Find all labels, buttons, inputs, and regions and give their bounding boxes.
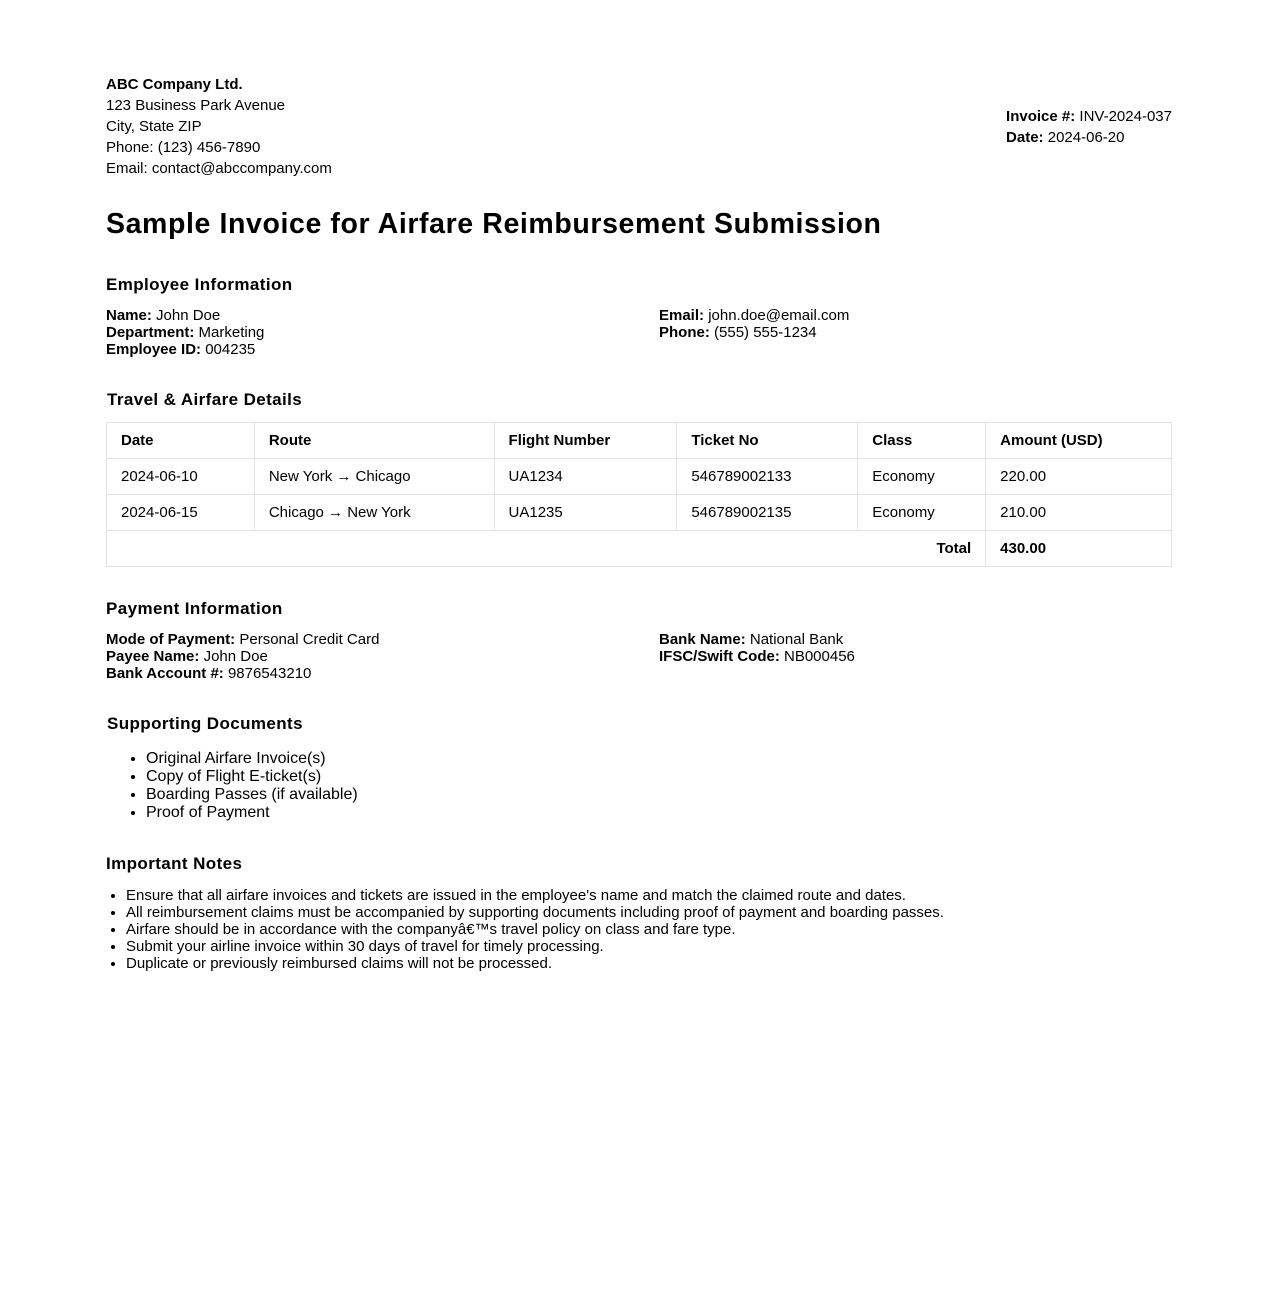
swift-label: IFSC/Swift Code: (659, 648, 780, 665)
notes-heading: Important Notes (106, 854, 243, 873)
bank-line (659, 631, 855, 648)
employee-name-label: Name: (106, 307, 152, 324)
invoice-number-line (1006, 106, 1172, 127)
list-item: • Submit your airline invoice within 30 days of travel for timely processing. (126, 938, 944, 955)
documents-list (146, 750, 358, 822)
payee-name: John Doe (203, 648, 268, 665)
account-line (106, 665, 379, 682)
cell-amount: 210.00 (986, 495, 1172, 531)
payee-label: Payee Name: (106, 648, 200, 665)
company-address: 123 Business Park Avenue (106, 97, 286, 114)
list-item: • Airfare should be in accordance with the companyâ€™s travel policy on class and fare type. (126, 921, 944, 938)
company-email: Email: contact@abccompany.com (106, 160, 332, 177)
payee-line (106, 648, 379, 665)
table-row (107, 495, 1172, 531)
total-label: Total (107, 531, 986, 567)
employee-id: 004235 (205, 341, 256, 358)
notes-list (126, 887, 944, 972)
col-amount: Amount (USD) (986, 423, 1172, 459)
list-item: • All reimbursement claims must be accompanied by supporting documents including proof of payment and boarding passes. (126, 904, 944, 921)
col-ticket: Ticket No (677, 423, 858, 459)
cell-route: Chicago → New York (254, 495, 494, 531)
employee-email-line (659, 307, 849, 324)
list-item: • Boarding Passes (if available) (146, 786, 358, 804)
employee-left (106, 307, 264, 358)
employee-phone: (555) 555-1234 (714, 324, 817, 341)
invoice-header (106, 74, 1172, 182)
col-flight: Flight Number (494, 423, 677, 459)
bank-label: Bank Name: (659, 631, 746, 648)
cell-ticket: 546789002133 (677, 459, 858, 495)
bank-name: National Bank (749, 631, 844, 648)
employee-dept-label: Department: (106, 324, 195, 341)
company-info (106, 74, 332, 179)
account-label: Bank Account #: (106, 665, 224, 682)
col-route: Route (254, 423, 494, 459)
account-number: 9876543210 (227, 665, 312, 682)
employee-email: john.doe@email.com (708, 307, 850, 324)
cell-flight: UA1234 (494, 459, 677, 495)
cell-date: 2024-06-10 (107, 459, 255, 495)
cell-date: 2024-06-15 (107, 495, 255, 531)
payment-mode: Personal Credit Card (239, 631, 380, 648)
cell-flight: UA1235 (494, 495, 677, 531)
list-item: • Ensure that all airfare invoices and tickets are issued in the employee's name and match the claimed route and dates. (126, 887, 944, 904)
employee-id-line (106, 341, 264, 358)
list-item: • Duplicate or previously reimbursed claims will not be processed. (126, 955, 944, 972)
total-row (107, 531, 1172, 567)
employee-email-label: Email: (659, 307, 705, 324)
invoice-number: INV-2024-037 (1079, 108, 1172, 125)
cell-class: Economy (858, 459, 986, 495)
invoice-date: 2024-06-20 (1047, 129, 1125, 146)
invoice-number-label: Invoice #: (1006, 108, 1076, 125)
travel-header-row (107, 423, 1172, 459)
page-title: Sample Invoice for Airfare Reimbursement Submission (106, 208, 882, 240)
employee-name: John Doe (156, 307, 221, 324)
col-date: Date (107, 423, 255, 459)
payment-left (106, 631, 379, 682)
swift-line (659, 648, 855, 665)
table-row (107, 459, 1172, 495)
payment-mode-label: Mode of Payment: (106, 631, 236, 648)
travel-heading: Travel & Airfare Details (107, 390, 303, 409)
company-name: ABC Company Ltd. (106, 76, 243, 93)
cell-route: New York → Chicago (254, 459, 494, 495)
invoice-date-label: Date: (1006, 129, 1044, 146)
company-phone: Phone: (123) 456-7890 (106, 139, 261, 156)
payment-right (659, 631, 855, 665)
employee-dept: Marketing (198, 324, 265, 341)
employee-phone-label: Phone: (659, 324, 710, 341)
payment-mode-line (106, 631, 379, 648)
employee-right (659, 307, 849, 341)
company-city: City, State ZIP (106, 118, 202, 135)
col-class: Class (858, 423, 986, 459)
employee-name-line (106, 307, 264, 324)
payment-heading: Payment Information (106, 599, 283, 618)
swift-code: NB000456 (784, 648, 855, 665)
list-item: • Copy of Flight E-ticket(s) (146, 768, 358, 786)
invoice-meta (1006, 106, 1172, 148)
cell-ticket: 546789002135 (677, 495, 858, 531)
invoice-date-line (1006, 127, 1172, 148)
travel-table (106, 422, 1172, 567)
employee-phone-line (659, 324, 849, 341)
employee-dept-line (106, 324, 264, 341)
list-item: • Original Airfare Invoice(s) (146, 750, 358, 768)
documents-heading: Supporting Documents (107, 714, 303, 733)
employee-heading: Employee Information (106, 275, 293, 294)
cell-class: Economy (858, 495, 986, 531)
cell-amount: 220.00 (986, 459, 1172, 495)
total-amount: 430.00 (986, 531, 1172, 567)
list-item: • Proof of Payment (146, 804, 358, 822)
invoice-page (106, 74, 1172, 972)
employee-id-label: Employee ID: (106, 341, 202, 358)
